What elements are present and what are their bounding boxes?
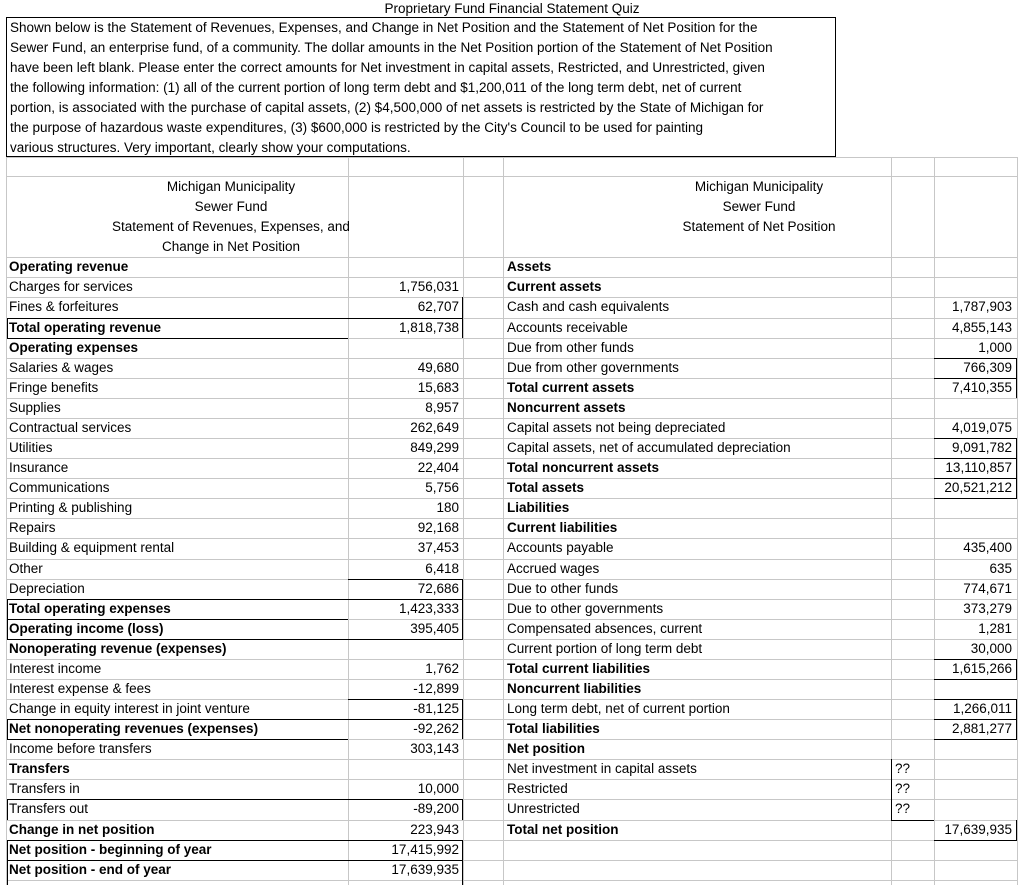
left-statement-header: Michigan Municipality	[166, 179, 296, 194]
left-row-label: Other	[9, 560, 43, 576]
left-row-label: Insurance	[9, 460, 69, 476]
grid-line	[934, 699, 1017, 700]
right-row-value: 13,110,857	[945, 460, 1012, 476]
right-row-label: Total assets	[507, 480, 585, 496]
grid-line	[1016, 820, 1017, 840]
grid-line	[891, 759, 892, 820]
left-row-value: 6,418	[425, 560, 459, 576]
left-row-label: Interest expense & fees	[9, 681, 151, 696]
grid-line	[348, 639, 463, 640]
left-row-value: 15,683	[417, 379, 459, 395]
grid-line	[7, 318, 8, 338]
left-row-label: Communications	[9, 480, 110, 496]
right-row-value: 4,855,143	[951, 319, 1012, 335]
left-row-value: 1,756,031	[398, 279, 459, 295]
grid-line	[934, 659, 1017, 660]
left-row-label: Utilities	[9, 440, 53, 456]
grid-line	[348, 699, 463, 700]
right-row-value: 1,615,266	[951, 660, 1012, 676]
grid-line	[1017, 157, 1018, 885]
grid-line	[7, 719, 8, 739]
left-row-label: Fines & forfeitures	[9, 299, 119, 315]
left-row-label: Charges for services	[9, 279, 133, 295]
grid-line	[348, 579, 463, 580]
blank-amount-placeholder[interactable]: ??	[895, 801, 911, 817]
right-row-label: Accounts payable	[507, 540, 614, 556]
grid-line	[7, 639, 348, 640]
grid-line	[891, 820, 934, 821]
left-row-value: 262,649	[410, 419, 459, 435]
right-row-value: 20,521,212	[944, 480, 1012, 496]
left-row-value: -89,200	[413, 801, 459, 817]
left-row-label: Change in net position	[9, 821, 155, 837]
left-row-label: Transfers in	[9, 781, 80, 797]
left-row-value: 303,143	[410, 741, 459, 757]
right-statement-header: Sewer Fund	[722, 199, 796, 215]
right-row-label: Cash and cash equivalents	[507, 299, 670, 315]
sheet-title: Proprietary Fund Financial Statement Quiz	[384, 1, 640, 16]
right-statement-header: Statement of Net Position	[682, 219, 836, 235]
instruction-line: the purpose of hazardous waste expenditures, (3) $600,000 is restricted by the City's Council to be used for painting	[10, 120, 703, 135]
right-row-label: Total current assets	[507, 379, 635, 395]
right-row-label: Noncurrent assets	[507, 399, 626, 415]
right-row-label: Due to other funds	[507, 580, 619, 596]
grid-line	[462, 799, 463, 820]
left-row-value: -81,125	[413, 701, 459, 717]
right-row-label: Unrestricted	[507, 801, 580, 817]
right-row-label: Current assets	[507, 279, 602, 295]
left-row-value: 92,168	[417, 520, 459, 536]
grid-line	[7, 840, 348, 841]
grid-line	[934, 378, 1017, 379]
right-row-value: 9,091,782	[951, 440, 1012, 456]
left-row-value: 223,943	[410, 821, 459, 837]
grid-line	[503, 157, 504, 885]
grid-line	[934, 478, 1017, 479]
grid-line	[934, 358, 1017, 359]
left-row-label: Operating revenue	[9, 259, 129, 275]
right-row-label: Restricted	[507, 781, 568, 797]
grid-line	[348, 599, 463, 600]
grid-line	[463, 157, 464, 885]
left-row-label: Net position - beginning of year	[9, 841, 212, 857]
grid-line	[1016, 438, 1017, 498]
left-row-value: 10,000	[417, 781, 459, 797]
grid-line	[348, 799, 463, 800]
left-row-value: 395,405	[410, 620, 459, 636]
grid-line	[6, 880, 1017, 881]
grid-line	[7, 840, 8, 885]
left-row-value: 17,415,992	[391, 841, 459, 857]
grid-line	[7, 619, 348, 620]
grid-line	[934, 438, 1017, 439]
right-row-value: 7,410,355	[951, 379, 1012, 395]
left-row-value: 72,686	[417, 580, 459, 596]
left-row-label: Depreciation	[9, 580, 85, 596]
grid-line	[7, 318, 348, 319]
left-row-value: 849,299	[410, 440, 459, 456]
right-row-label: Total current liabilities	[507, 660, 651, 676]
left-statement-header: Change in Net Position	[161, 239, 301, 255]
grid-line	[934, 498, 1017, 499]
left-row-label: Interest income	[9, 660, 102, 676]
right-row-label: Accounts receivable	[507, 319, 628, 335]
right-row-value: 635	[989, 560, 1012, 576]
right-row-label: Total noncurrent assets	[507, 460, 660, 476]
left-row-value: -12,899	[413, 681, 459, 696]
right-row-value: 435,400	[963, 540, 1012, 556]
grid-line	[7, 739, 348, 740]
grid-line	[934, 157, 935, 885]
right-row-label: Compensated absences, current	[507, 620, 703, 636]
right-row-value: 1,000	[978, 339, 1012, 355]
grid-line	[462, 840, 463, 885]
grid-line	[7, 719, 348, 720]
left-row-value: 17,639,935	[391, 861, 459, 877]
right-row-value: 373,279	[963, 600, 1012, 616]
right-row-label: Current portion of long term debt	[507, 640, 703, 656]
grid-line	[7, 338, 348, 339]
right-row-label: Assets	[507, 259, 552, 275]
left-row-label: Total operating revenue	[9, 319, 162, 335]
right-row-label: Total net position	[507, 821, 619, 837]
grid-line	[348, 157, 349, 885]
grid-line	[7, 799, 348, 800]
left-row-value: 62,707	[417, 299, 459, 315]
left-row-label: Printing & publishing	[9, 500, 133, 516]
right-row-value: 774,671	[963, 580, 1012, 596]
left-row-value: 1,762	[425, 660, 459, 676]
grid-line	[934, 458, 1017, 459]
right-row-label: Current liabilities	[507, 520, 618, 536]
left-statement-header: Statement of Revenues, Expenses, and	[112, 219, 350, 235]
right-row-label: Net investment in capital assets	[507, 761, 697, 777]
right-row-label: Due to other governments	[507, 600, 664, 616]
left-row-label: Transfers out	[9, 801, 89, 817]
left-row-label: Net nonoperating revenues (expenses)	[9, 721, 259, 737]
grid-line	[462, 579, 463, 639]
right-row-label: Capital assets not being depreciated	[507, 419, 726, 435]
right-row-value: 30,000	[970, 640, 1012, 656]
left-row-value: 8,957	[425, 399, 459, 415]
right-row-label: Capital assets, net of accumulated depreciation	[507, 440, 791, 456]
left-row-label: Contractual services	[9, 419, 132, 435]
left-statement-header: Sewer Fund	[194, 199, 268, 215]
grid-line	[462, 297, 463, 338]
left-row-label: Operating expenses	[9, 339, 139, 355]
instruction-line: the following information: (1) all of the current portion of long term debt and $1,200,011 of the long term debt, net of current	[10, 80, 742, 95]
instruction-line: various structures. Very important, clearly show your computations.	[10, 140, 411, 155]
right-row-value: 766,309	[963, 359, 1012, 375]
right-row-label: Net position	[507, 741, 585, 757]
left-row-label: Building & equipment rental	[9, 540, 175, 556]
left-row-value: 180	[436, 500, 459, 516]
left-row-value: 1,818,738	[398, 319, 459, 335]
grid-line	[348, 318, 463, 319]
left-row-label: Nonoperating revenue (expenses)	[9, 640, 227, 656]
right-row-value: 1,281	[978, 620, 1012, 636]
blank-amount-placeholder[interactable]: ??	[895, 781, 911, 797]
left-row-value: -92,262	[413, 721, 459, 737]
left-row-label: Supplies	[9, 399, 61, 415]
right-row-label: Noncurrent liabilities	[507, 681, 642, 696]
left-row-value: 49,680	[417, 359, 459, 375]
grid-line	[7, 799, 8, 820]
grid-line	[6, 157, 1017, 158]
grid-line	[934, 739, 1017, 740]
instructions-box	[6, 17, 836, 157]
blank-amount-placeholder[interactable]: ??	[895, 761, 911, 777]
right-row-label: Liabilities	[507, 500, 570, 516]
instruction-line: have been left blank. Please enter the correct amounts for Net investment in capital assets, Restricted, and Unrestricted, given	[10, 60, 765, 75]
grid-line	[934, 719, 1017, 720]
left-row-label: Total operating expenses	[9, 600, 171, 616]
grid-line	[348, 840, 463, 841]
left-row-label: Operating income (loss)	[9, 620, 164, 636]
right-row-value: 2,881,277	[951, 721, 1012, 737]
left-row-value: 1,423,333	[398, 600, 459, 616]
grid-line	[348, 719, 463, 720]
left-row-label: Transfers	[9, 761, 70, 777]
right-row-label: Accrued wages	[507, 560, 600, 576]
left-row-value: 5,756	[425, 480, 459, 496]
right-row-label: Due from other funds	[507, 339, 634, 355]
right-statement-header: Michigan Municipality	[694, 179, 824, 194]
grid-line	[1016, 659, 1017, 679]
left-row-value: 37,453	[417, 540, 459, 556]
grid-line	[934, 679, 1017, 680]
left-row-label: Salaries & wages	[9, 359, 114, 375]
grid-line	[7, 860, 348, 861]
left-row-value: 22,404	[417, 460, 459, 476]
right-row-label: Long term debt, net of current portion	[507, 701, 730, 717]
left-row-label: Net position - end of year	[9, 861, 172, 877]
instruction-line: Shown below is the Statement of Revenues, Expenses, and Change in Net Position and the Statement of Net Position for the	[10, 20, 758, 35]
right-row-value: 17,639,935	[944, 821, 1012, 837]
right-row-label: Total liabilities	[507, 721, 600, 737]
right-row-label: Due from other governments	[507, 359, 679, 375]
right-row-value: 1,266,011	[952, 701, 1012, 717]
left-row-label: Change in equity interest in joint venture	[9, 701, 250, 717]
left-row-label: Income before transfers	[9, 741, 152, 757]
left-row-label: Repairs	[9, 520, 56, 536]
grid-line	[6, 157, 7, 885]
right-row-value: 4,019,075	[951, 419, 1012, 435]
grid-line	[7, 599, 348, 600]
grid-line	[934, 840, 1017, 841]
instruction-line: Sewer Fund, an enterprise fund, of a community. The dollar amounts in the Net Position portion of the Statement of Net Position	[10, 40, 773, 55]
grid-line	[348, 860, 463, 861]
instruction-line: portion, is associated with the purchase of capital assets, (2) $4,500,000 of net assets is restricted by the State of Michigan for	[10, 100, 764, 115]
left-row-label: Fringe benefits	[9, 379, 99, 395]
right-row-value: 1,787,903	[951, 299, 1012, 315]
